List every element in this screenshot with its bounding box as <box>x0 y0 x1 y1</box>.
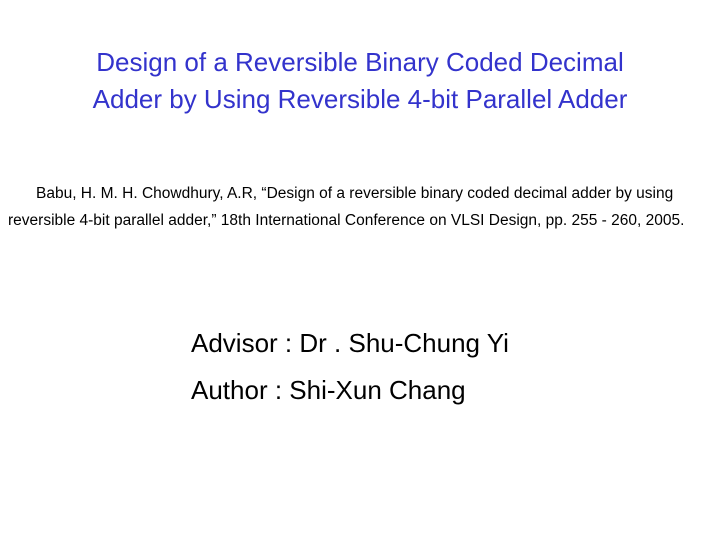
title-line-2: Adder by Using Reversible 4-bit Parallel Adder <box>92 84 628 114</box>
slide-title <box>40 44 680 118</box>
author-line: Author : Shi-Xun Chang <box>191 375 466 405</box>
title-line-1: Design of a Reversible Binary Coded Decimal <box>96 47 624 77</box>
advisor-line: Advisor : Dr . Shu-Chung Yi <box>191 328 509 358</box>
citation-text: Babu, H. M. H. Chowdhury, A.R, “Design of a reversible binary coded decimal adder by using reversible 4-bit parallel adder,” 18th International Conference on VLSI Design, pp. 255 - 260, 2005. <box>8 185 685 229</box>
credits-block <box>191 320 509 414</box>
